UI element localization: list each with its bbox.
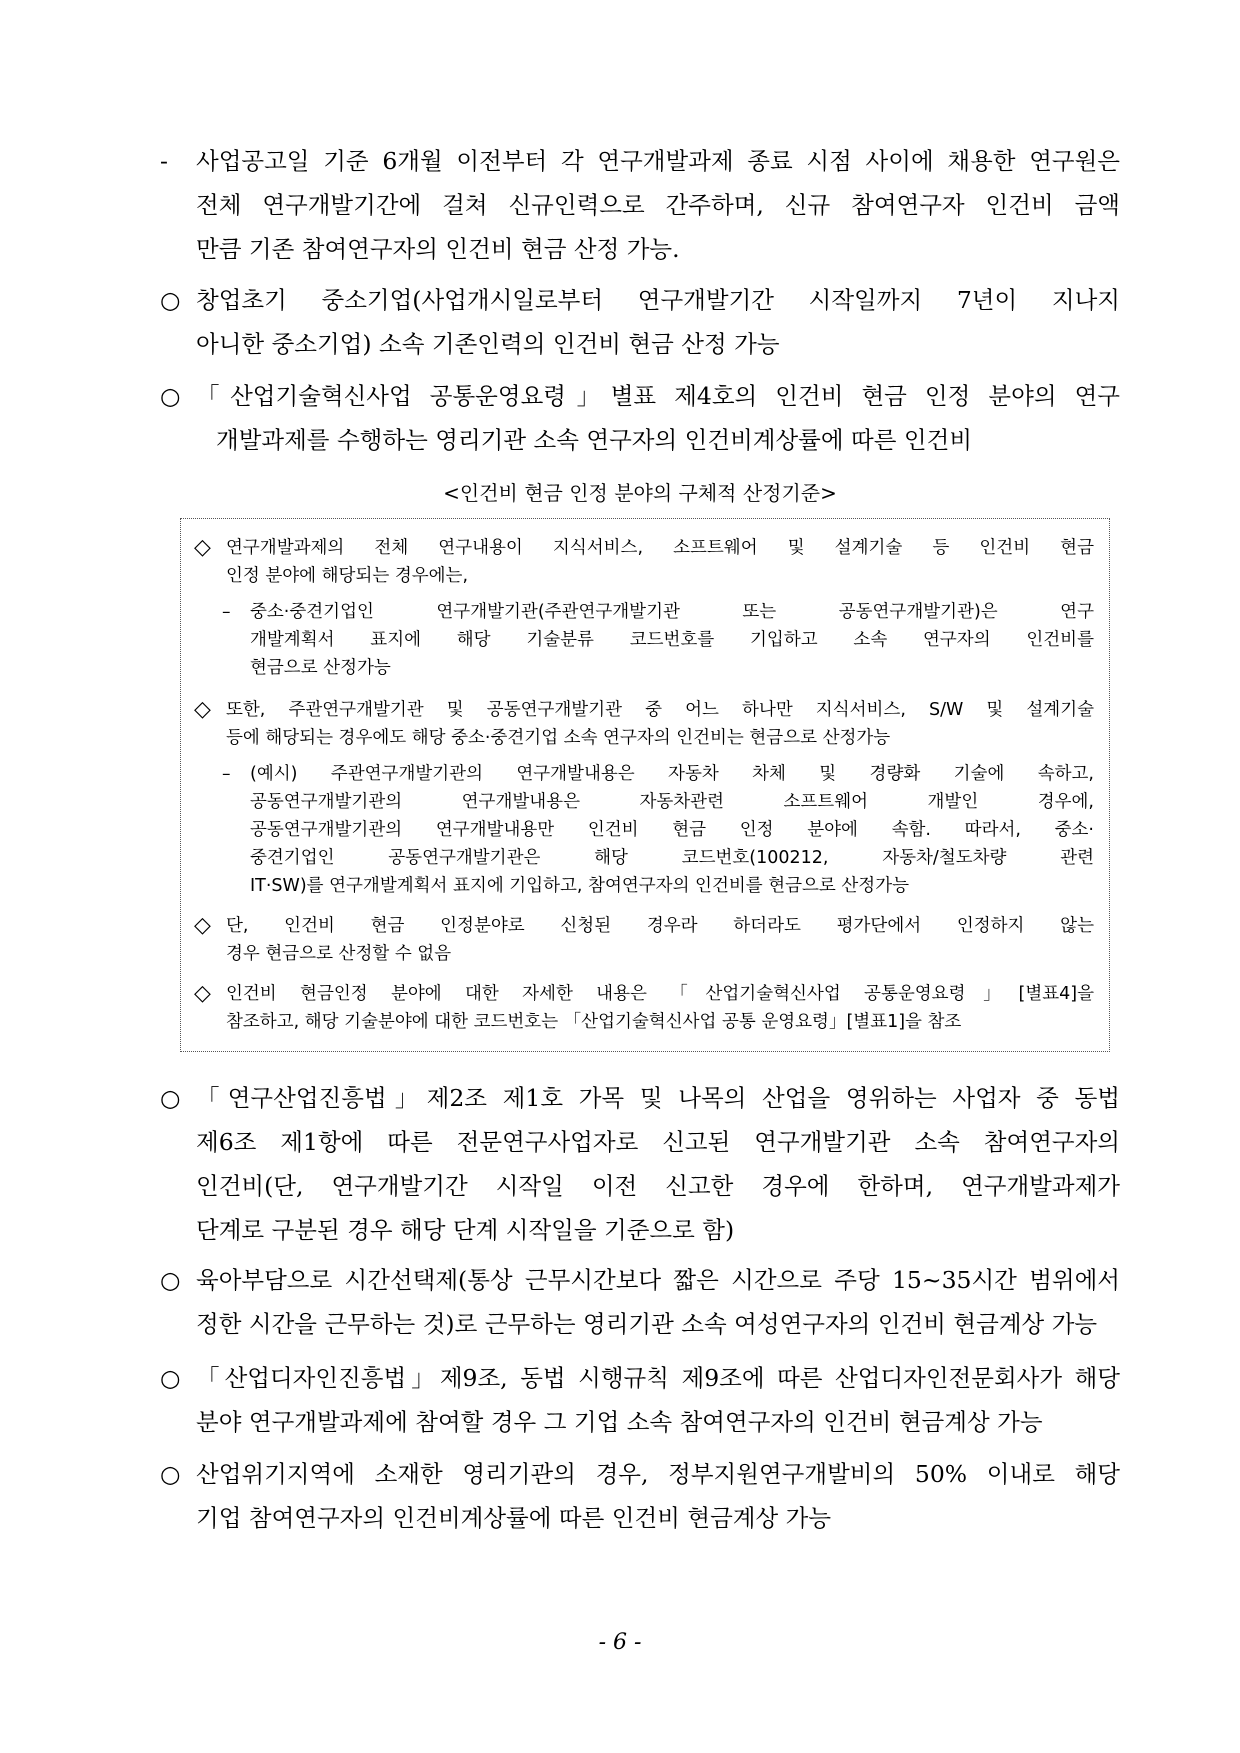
text-line: 만큼 기존 참여연구자의 인건비 현금 산정 가능. — [196, 235, 680, 263]
page-number: - 6 - — [598, 1630, 642, 1655]
circle-bullet: ○ — [160, 1364, 181, 1392]
text-line: 정한 시간을 근무하는 것)로 근무하는 영리기관 소속 여성연구자의 인건비 현금계상 가능 — [196, 1310, 1098, 1338]
text-line: 단계로 구분된 경우 해당 단계 시작일을 기준으로 함) — [196, 1216, 735, 1244]
box-sub-item — [194, 760, 1094, 900]
list-item — [160, 278, 1120, 366]
text-line: 중견기업인 공동연구개발기관은 해당 코드번호(100212, 자동차/철도차량 관련 — [250, 848, 1094, 868]
box-sub-item — [194, 598, 1094, 682]
text-line: 공동연구개발기관의 연구개발내용만 인건비 현금 인정 분야에 속함. 따라서, 중소· — [250, 820, 1094, 840]
diamond-bullet: ◇ — [194, 697, 211, 722]
list-item — [160, 374, 1120, 462]
text-line: IT·SW)를 연구개발계획서 표지에 기입하고, 참여연구자의 인건비를 현금으로 산정가능 — [250, 876, 910, 896]
list-item — [160, 139, 1120, 271]
text-line: 「연구산업진흥법」제2조 제1호 가목 및 나목의 산업을 영위하는 사업자 중 동법 — [196, 1084, 1120, 1112]
text-line: (예시) 주관연구개발기관의 연구개발내용은 자동차 차체 및 경량화 기술에 속하고, — [250, 764, 1094, 784]
text-line: 공동연구개발기관의 연구개발내용은 자동차관련 소프트웨어 개발인 경우에, — [250, 792, 1094, 812]
diamond-bullet: ◇ — [194, 913, 211, 938]
diamond-bullet: ◇ — [194, 535, 211, 560]
text-line: 개발계획서 표지에 해당 기술분류 코드번호를 기입하고 소속 연구자의 인건비를 — [250, 630, 1094, 650]
text-line: 아니한 중소기업) 소속 기존인력의 인건비 현금 산정 가능 — [196, 330, 780, 358]
text-line: 분야 연구개발과제에 참여할 경우 그 기업 소속 참여연구자의 인건비 현금계상 가능 — [196, 1408, 1043, 1436]
box-item — [194, 912, 1094, 968]
circle-bullet: ○ — [160, 382, 181, 410]
list-item — [160, 1258, 1120, 1346]
text-line: 산업위기지역에 소재한 영리기관의 경우, 정부지원연구개발비의 50% 이내로 해당 — [196, 1460, 1120, 1488]
text-line: 참조하고, 해당 기술분야에 대한 코드번호는 「산업기술혁신사업 공통 운영요령」[별표1]을 참조 — [226, 1012, 962, 1032]
dash-bullet: – — [222, 764, 231, 784]
circle-bullet: ○ — [160, 1460, 181, 1488]
circle-bullet: ○ — [160, 286, 181, 314]
text-line: 사업공고일 기준 6개월 이전부터 각 연구개발과제 종료 시점 사이에 채용한 연구원은 — [196, 147, 1120, 175]
list-item — [160, 1452, 1120, 1540]
list-item — [160, 1076, 1120, 1252]
text-line: 개발과제를 수행하는 영리기관 소속 연구자의 인건비계상률에 따른 인건비 — [216, 426, 973, 454]
text-line: 육아부담으로 시간선택제(통상 근무시간보다 짧은 시간으로 주당 15~35시간 범위에서 — [196, 1266, 1120, 1294]
dash-bullet: - — [160, 147, 168, 175]
circle-bullet: ○ — [160, 1084, 181, 1112]
box-item — [194, 980, 1094, 1036]
text-line: 경우 현금으로 산정할 수 없음 — [226, 944, 452, 964]
text-line: 등에 해당되는 경우에도 해당 중소·중견기업 소속 연구자의 인건비는 현금으로 산정가능 — [226, 728, 891, 748]
text-line: 또한, 주관연구개발기관 및 공동연구개발기관 중 어느 하나만 지식서비스, S/W 및 설계기술 — [226, 700, 1094, 720]
dash-bullet: – — [222, 602, 231, 622]
text-line: 중소·중견기업인 연구개발기관(주관연구개발기관 또는 공동연구개발기관)은 연구 — [250, 602, 1094, 622]
text-line: 전체 연구개발기간에 걸쳐 신규인력으로 간주하며, 신규 참여연구자 인건비 금액 — [196, 191, 1120, 219]
box-item — [194, 534, 1094, 590]
box-item — [194, 696, 1094, 752]
text-line: 현금으로 산정가능 — [250, 658, 391, 678]
text-line: 창업초기 중소기업(사업개시일로부터 연구개발기간 시작일까지 7년이 지나지 — [196, 286, 1120, 314]
text-line: 「산업디자인진흥법」제9조, 동법 시행규칙 제9조에 따른 산업디자인전문회사가 해당 — [196, 1364, 1120, 1392]
text-line: 기업 참여연구자의 인건비계상률에 따른 인건비 현금계상 가능 — [196, 1504, 832, 1532]
box-caption: <인건비 현금 인정 분야의 구체적 산정기준> — [443, 481, 837, 505]
circle-bullet: ○ — [160, 1266, 181, 1294]
list-item — [160, 1356, 1120, 1444]
text-line: 인건비(단, 연구개발기간 시작일 이전 신고한 경우에 한하며, 연구개발과제가 — [196, 1172, 1120, 1200]
diamond-bullet: ◇ — [194, 981, 211, 1006]
text-line: 인건비 현금인정 분야에 대한 자세한 내용은 「산업기술혁신사업 공통운영요령」[별표4]을 — [226, 984, 1094, 1004]
text-line: 연구개발과제의 전체 연구내용이 지식서비스, 소프트웨어 및 설계기술 등 인건비 현금 — [226, 538, 1094, 558]
text-line: 제6조 제1항에 따른 전문연구사업자로 신고된 연구개발기관 소속 참여연구자의 — [196, 1128, 1120, 1156]
text-line: 인정 분야에 해당되는 경우에는, — [226, 566, 469, 586]
text-line: 「산업기술혁신사업 공통운영요령」별표 제4호의 인건비 현금 인정 분야의 연구 — [196, 382, 1120, 410]
text-line: 단, 인건비 현금 인정분야로 신청된 경우라 하더라도 평가단에서 인정하지 않는 — [226, 916, 1094, 936]
